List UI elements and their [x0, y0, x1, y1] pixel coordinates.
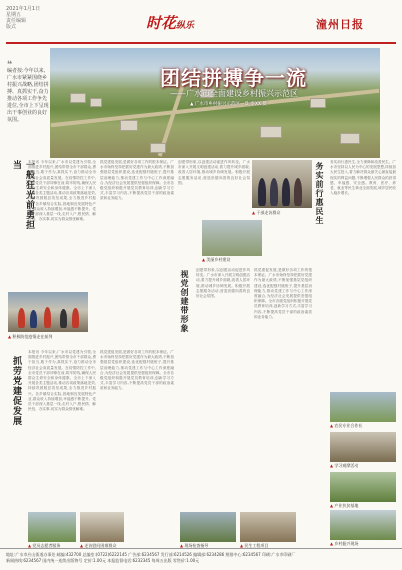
layout-label: 版式: [6, 24, 17, 30]
article-mid-1: 创建带形象,以创建活动促进作风转变。广水市深入开展文明创建活动,着力提升城乡面貌,改善人居环境,推动城乡协调发展。积极开展志愿服务活动,营造崇德向善的良好社会氛围。: [178, 160, 250, 185]
article-mid-2: 创建带形象,以创建活动促进作风转变。广水市深入开展文明创建活动,着力提升城乡面貌,改善人居环境,推动城乡协调发展。积极开展志愿服务活动,营造崇德向善的良好社会氛围。: [196, 268, 250, 299]
photo-cooperative: [330, 392, 396, 422]
paper-name: 潼州日报: [316, 18, 364, 31]
article-left-4: 抓党建促发展,是做好各项工作的根本保证。广水市始终坚持把抓好党建作为最大政绩,不断加强基层党组织建设,选优配强村级班子,提升基层治理能力,推动党建工作与中心工作深度融合,为经济社会发展提供坚强组织保障。全市各级党组织积极开展党员教育培训,创新学习方式,丰富学习内容,不断提高党员干部的政治素质和业务能力。: [100, 350, 174, 391]
photo-project: [240, 512, 296, 542]
photo-party-members: [28, 512, 76, 542]
photo-inspection: [180, 512, 236, 542]
headline-left: 一般狂光前勇担当: [11, 160, 34, 230]
footer-line-1: 地址:广水市应山街道办事处 邮编:432700 总编室:(0722)6222145 广告部:6234567 发行部:6214526 编辑部:6234286 照排中心:6234567 印刷:广水市印刷厂: [6, 552, 296, 557]
caption-inspection: ▲ 现场检查指导: [180, 543, 208, 549]
caption-project: ▲ 民生工程项目: [240, 543, 268, 549]
editor-label: 责任编辑: [6, 18, 27, 24]
photo-visit: [80, 512, 124, 542]
article-left-3: 本报讯 今年以来,广水市以党建为引领,全面推进乡村振兴,团结带领全市干部群众,勇于担当,敢于作为,真抓实干,奋力推动全市经济社会高质量发展。在疫情防控工作中,全市党员干部冲锋在前,筑牢防线,确保人民群众生命安全和身体健康。全市上下深入开展各类主题活动,推动各项政策落地见效,持续巩固脱贫攻坚成果,全力推进乡村振兴。各乡镇结合实际,因地制宜发展特色产业,群众收入持续增加,幸福感不断提升。党员干部深入基层一线,走村入户,察民情、解民忧、办实事,切实为群众排忧解难。: [28, 350, 96, 412]
footer-line-2: 新闻热线:6234567 国内统一连续出版物号 定价:1.00元 本报监督电话:6232345 每周五出版 零售价:1.00元: [6, 558, 200, 563]
photo-group: [252, 160, 312, 208]
lede-text: 编者按:今年以来,广水市紧紧围绕乡村振兴战略,团结拼搏、真抓实干,奋力推动各项工作争先进位,全市上下呈现出干事创业的良好氛围。: [7, 68, 49, 123]
quote-mark: ❝: [7, 60, 13, 70]
section-title: 时花纵乐: [146, 14, 195, 32]
photo-epidemic: [8, 292, 88, 332]
headline-mid: 视党创建带形象: [180, 270, 190, 333]
masthead: [0, 0, 402, 48]
photo-village: [202, 220, 262, 256]
issue-date: 2021年1月1日: [6, 6, 41, 12]
caption-revival: ▲ 乡村振兴现场: [330, 541, 358, 547]
caption-visit: ▲ 走访慰问困难群众: [80, 543, 116, 549]
article-left-2: 抓党建促发展,是做好各项工作的根本保证。广水市始终坚持把抓好党建作为最大政绩,不断加强基层党组织建设,选优配强村级班子,提升基层治理能力,推动党建工作与中心工作深度融合,为经济社会发展提供坚强组织保障。全市各级党组织积极开展党员教育培训,创新学习方式,丰富学习内容,不断提高党员干部的政治素质和业务能力。: [100, 160, 174, 201]
footer: [0, 548, 402, 570]
photo-revival: [330, 510, 396, 540]
hero-title: 团结拼搏争一流: [160, 66, 307, 90]
caption-village: ▲ 美丽乡村建设: [202, 257, 230, 263]
issue-weekday: 星期五: [6, 12, 22, 18]
headline-right: 务实前行惠民生: [315, 162, 325, 225]
masthead-rule: [6, 42, 396, 44]
caption-group: ▲ 干部走访群众: [252, 210, 280, 216]
headline-left-2: 抓劳党建促发展: [11, 356, 21, 426]
article-left-1: 本报讯 今年以来,广水市以党建为引领,全面推进乡村振兴,团结带领全市干部群众,勇于担当,敢于作为,真抓实干,奋力推动全市经济社会高质量发展。在疫情防控工作中,全市党员干部冲锋在前,筑牢防线,确保人民群众生命安全和身体健康。全市上下深入开展各类主题活动,推动各项政策落地见效,持续巩固脱贫攻坚成果,全力推进乡村振兴。各乡镇结合实际,因地制宜发展特色产业,群众收入持续增加,幸福感不断提升。党员干部深入基层一线,走村入户,察民情、解民忧、办实事,切实为群众排忧解难。: [28, 160, 96, 222]
photo-study: [330, 432, 396, 462]
caption-party-members: ▲ 党员志愿者服务: [28, 543, 60, 549]
hero-caption: ▲ 广水市乡村振兴示范区一景 李XX 摄: [190, 102, 267, 107]
article-right-1: 务实前行惠民生,全力保障和改善民生。广水市坚持以人民为中心的发展思想,持续加大民生投入,着力解决群众最关心最直接最现实的利益问题,不断增强人民群众的获得感、幸福感、安全感。教育、医疗、养老、就业等民生事业全面发展,城乡居民收入稳步增长。: [330, 160, 396, 196]
caption-cooperative: ▲ 农民专业合作社: [330, 423, 362, 429]
masthead-info: [6, 6, 40, 30]
caption-study: ▲ 学习观摩活动: [330, 463, 358, 469]
article-mid-3: 抓党建促发展,是做好各项工作的根本保证。广水市始终坚持把抓好党建作为最大政绩,不断加强基层党组织建设,选优配强村级班子,提升基层治理能力,推动党建工作与中心工作深度融合,为经济社会发展提供坚强组织保障。全市各级党组织积极开展党员教育培训,创新学习方式,丰富学习内容,不断提高党员干部的政治素质和业务能力。: [254, 268, 312, 319]
caption-epidemic: ▲ 积极防范疫情走在前列: [8, 334, 52, 340]
caption-industry: ▲ 产业扶贫基地: [330, 503, 358, 509]
hero-subtitle: ——广水市全面建设乡村振兴示范区: [170, 89, 298, 98]
photo-industry: [330, 472, 396, 502]
